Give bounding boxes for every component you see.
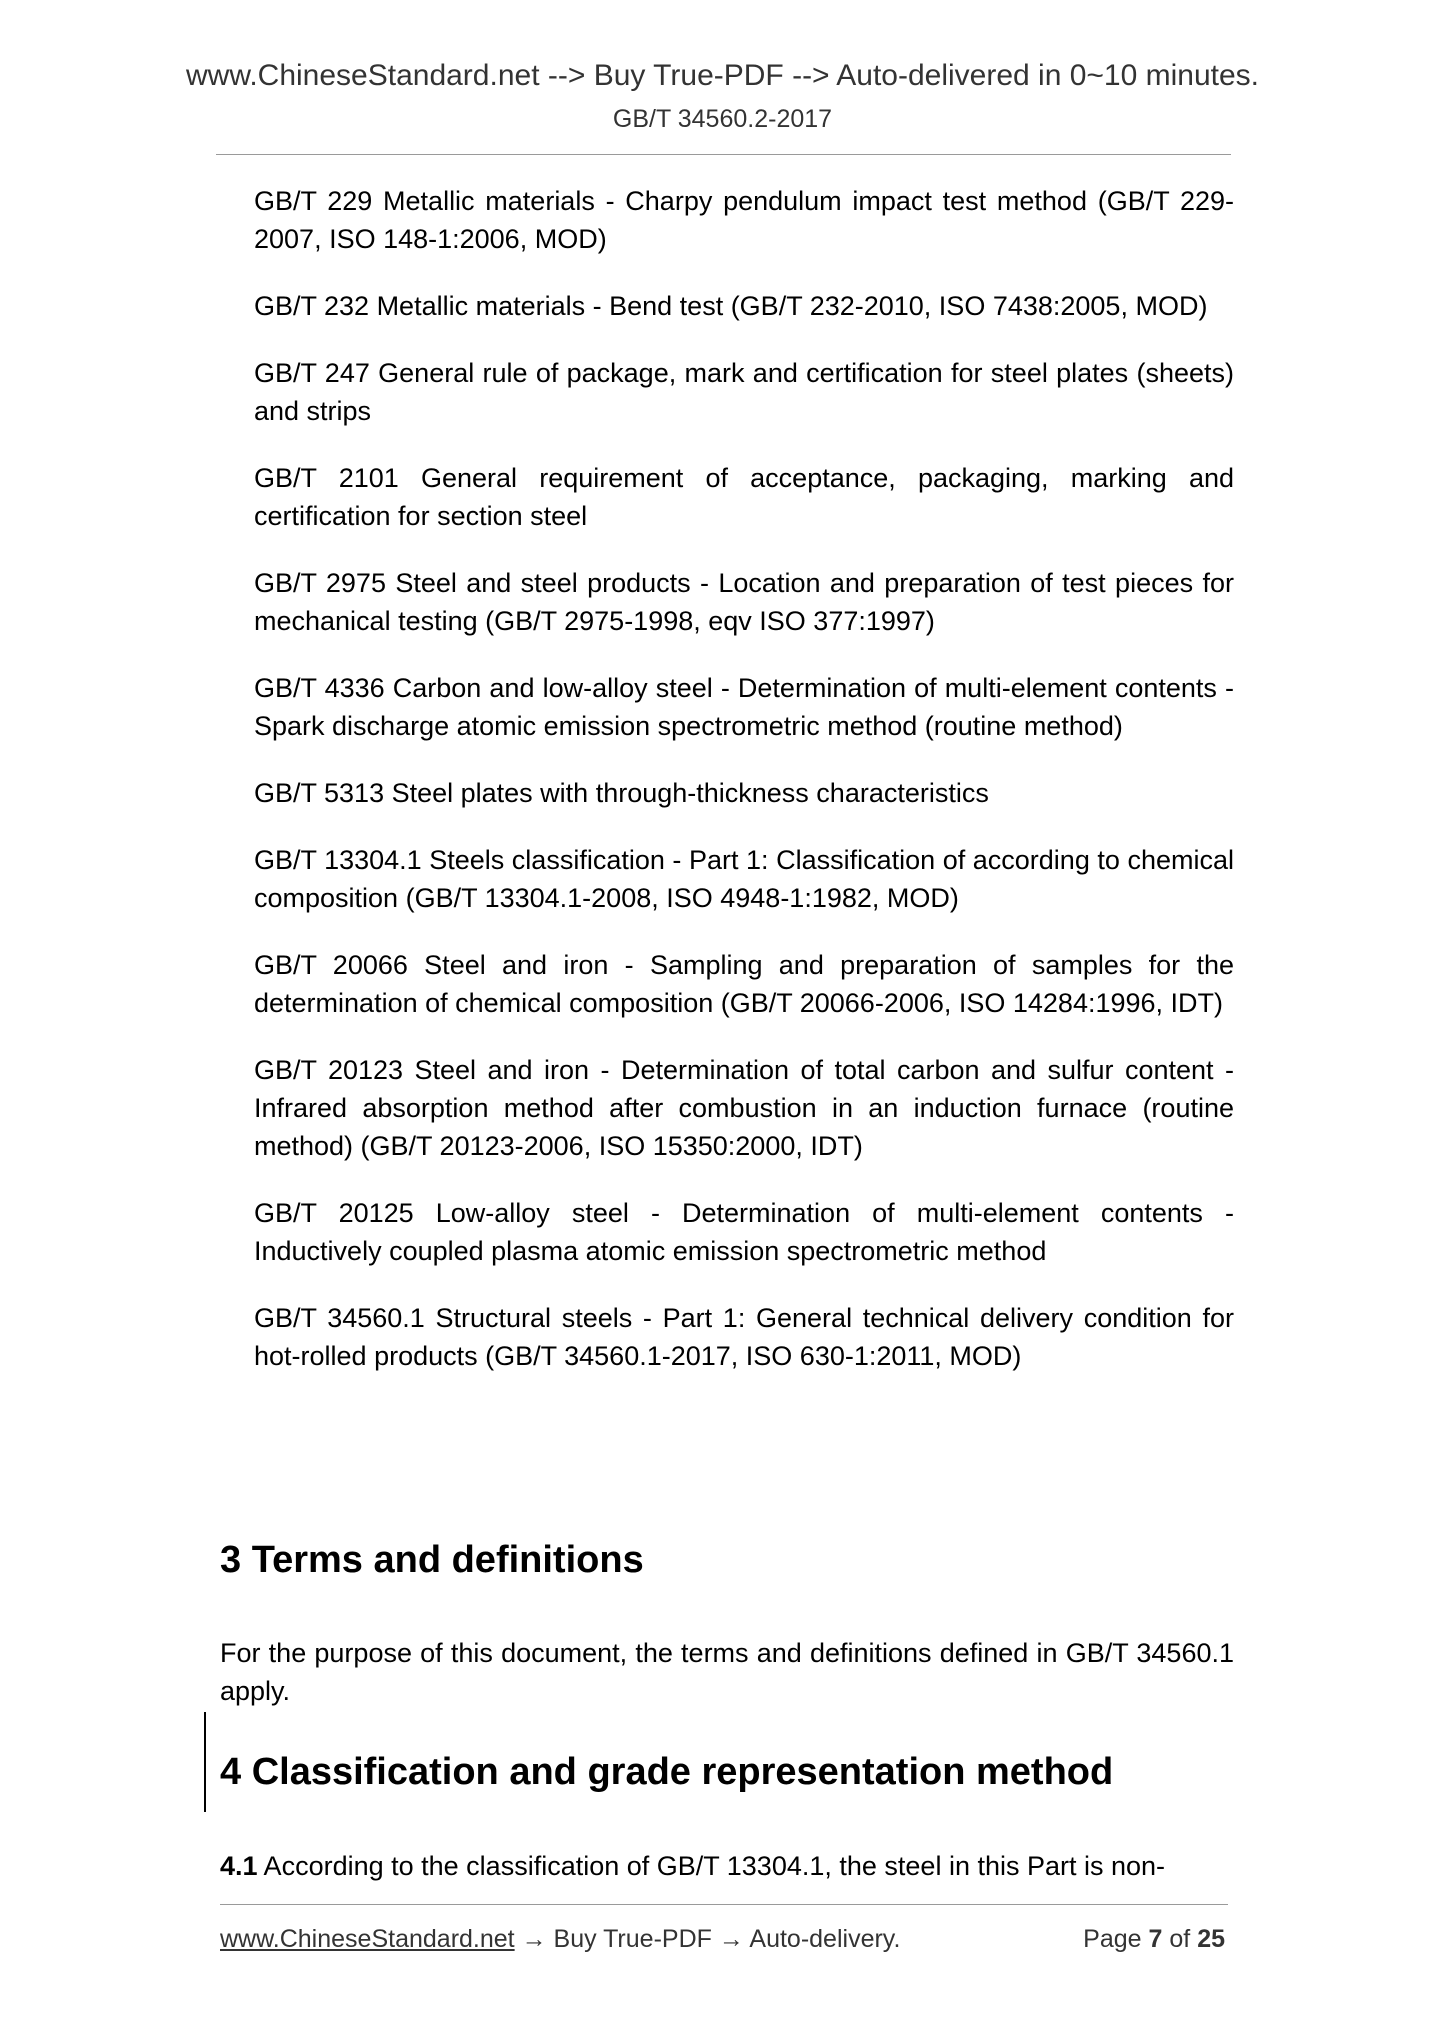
reference-item: GB/T 2975 Steel and steel products - Location and preparation of test pieces for mechanical testing (GB/T 2975-1998, eqv ISO 377:1997)	[254, 568, 1234, 636]
reference-item: GB/T 20123 Steel and iron - Determination of total carbon and sulfur content - Infrared absorption method after combustion in an induction furnace (routine method) (GB/T 20123-2006, ISO 15350:2000, IDT)	[254, 1055, 1234, 1161]
reference-item: GB/T 34560.1 Structural steels - Part 1: General technical delivery condition for hot-rolled products (GB/T 34560.1-2017, ISO 630-1:2011, MOD)	[254, 1303, 1234, 1371]
section-4-heading: 4 Classification and grade representation method	[220, 1751, 1114, 1793]
page-current: 7	[1148, 1925, 1163, 1953]
footer-site-link[interactable]: www.ChineseStandard.net	[220, 1925, 515, 1953]
clause-number: 4.1	[220, 1851, 258, 1881]
reference-item: GB/T 247 General rule of package, mark and certification for steel plates (sheets) and strips	[254, 358, 1234, 426]
reference-item: GB/T 5313 Steel plates with through-thickness characteristics	[254, 778, 989, 808]
standard-code: GB/T 34560.2-2017	[612, 105, 833, 133]
page-total: 25	[1197, 1925, 1225, 1953]
reference-item: GB/T 4336 Carbon and low-alloy steel - Determination of multi-element contents - Spark discharge atomic emission spectrometric method (routine method)	[254, 673, 1234, 741]
section-3-heading: 3 Terms and definitions	[220, 1539, 644, 1581]
section-3-body: For the purpose of this document, the terms and definitions defined in GB/T 34560.1 apply.	[220, 1638, 1234, 1706]
reference-item: GB/T 2101 General requirement of acceptance, packaging, marking and certification for section steel	[254, 463, 1234, 531]
revision-change-bar	[204, 1712, 206, 1812]
footer-divider	[220, 1904, 1228, 1905]
reference-item: GB/T 20066 Steel and iron - Sampling and preparation of samples for the determination of chemical composition (GB/T 20066-2006, ISO 14284:1996, IDT)	[254, 950, 1234, 1018]
page-label: Page	[1083, 1925, 1142, 1953]
reference-item: GB/T 232 Metallic materials - Bend test (GB/T 232-2010, ISO 7438:2005, MOD)	[254, 291, 1208, 321]
clause-4-1	[220, 1847, 1234, 1885]
header-divider	[216, 154, 1231, 155]
normative-references-list	[254, 182, 1234, 1404]
footer-tagline: → Buy True-PDF → Auto-delivery.	[514, 1925, 901, 1953]
reference-item: GB/T 13304.1 Steels classification - Part 1: Classification of according to chemical composition (GB/T 13304.1-2008, ISO 4948-1:1982, MOD)	[254, 845, 1234, 913]
footer-promo	[220, 1924, 900, 1954]
page-of-label: of	[1169, 1925, 1191, 1953]
page-indicator	[1083, 1924, 1225, 1954]
reference-item: GB/T 229 Metallic materials - Charpy pendulum impact test method (GB/T 229-2007, ISO 148-1:2006, MOD)	[254, 186, 1234, 254]
header-banner: www.ChineseStandard.net --> Buy True-PDF --> Auto-delivered in 0~10 minutes.	[185, 59, 1260, 92]
clause-text: According to the classification of GB/T 13304.1, the steel in this Part is non-	[257, 1851, 1166, 1881]
reference-item: GB/T 20125 Low-alloy steel - Determination of multi-element contents - Inductively coupled plasma atomic emission spectrometric method	[254, 1198, 1234, 1266]
